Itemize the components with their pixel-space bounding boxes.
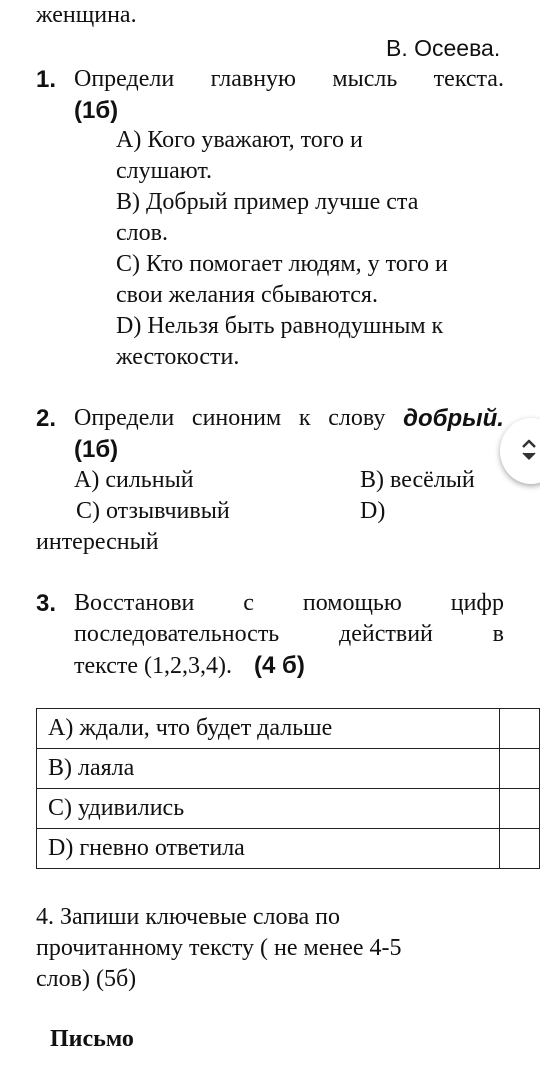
question-1-text: Определи главную мысль текста. xyxy=(74,66,504,92)
table-cell-action: В) лаяла xyxy=(37,749,500,789)
question-1-options xyxy=(116,125,448,373)
option-b: В) Добрый пример лучше ста xyxy=(116,189,419,215)
question-3-number: 3. xyxy=(36,590,57,617)
q2-option-d: D) xyxy=(360,498,386,524)
question-2-keyword: добрый. xyxy=(403,405,504,432)
option-b-cont: слов. xyxy=(116,220,168,246)
option-d-cont: жестокости. xyxy=(116,344,240,370)
question-4 xyxy=(36,902,401,995)
sequence-table xyxy=(36,708,540,869)
option-a-cont: слушают. xyxy=(116,158,213,184)
table-row xyxy=(37,749,540,789)
table-cell-action: D) гневно ответила xyxy=(37,829,500,869)
question-2-points: (1б) xyxy=(74,436,119,463)
question-4-line: слов) (5б) xyxy=(36,966,137,992)
table-cell-answer[interactable] xyxy=(499,829,539,869)
up-down-arrows-icon xyxy=(519,439,539,461)
table-cell-answer[interactable] xyxy=(499,749,539,789)
q2-option-b: В) весёлый xyxy=(360,467,475,493)
section-title: Письмо xyxy=(50,1026,134,1052)
question-3-line2: последовательность действий в xyxy=(74,621,504,647)
question-2-number: 2. xyxy=(36,405,57,432)
question-3-points: (4 б) xyxy=(253,652,305,679)
table-row xyxy=(37,829,540,869)
table-row xyxy=(37,709,540,749)
option-a: А) Кого уважают, того и xyxy=(116,127,363,153)
question-3-line1: Восстанови с помощью цифр xyxy=(74,590,504,616)
question-2-text: Определи синоним к слову добрый. xyxy=(74,405,504,432)
q2-option-c: С) отзывчивый xyxy=(76,498,230,524)
text-fragment-top: женщина. xyxy=(36,2,137,28)
question-3-line3: тексте (1,2,3,4). (4 б) xyxy=(74,652,305,679)
question-1-number: 1. xyxy=(36,66,57,93)
question-1-points: (1б) xyxy=(74,97,119,124)
table-cell-action: С) удивились xyxy=(37,789,500,829)
q2-option-a: А) сильный xyxy=(74,467,194,493)
q2-option-d-cont: интересный xyxy=(36,529,159,555)
table-cell-answer[interactable] xyxy=(499,709,539,749)
question-2 xyxy=(36,403,504,465)
question-4-line: 4. Запиши ключевые слова по xyxy=(36,904,340,930)
author-name: В. Осеева. xyxy=(386,35,501,61)
scroll-handle[interactable] xyxy=(500,418,540,484)
question-1 xyxy=(36,64,504,126)
table-cell-answer[interactable] xyxy=(499,789,539,829)
question-4-line: прочитанному тексту ( не менее 4-5 xyxy=(36,935,402,961)
option-c-cont: свои желания сбываются. xyxy=(116,282,378,308)
question-3 xyxy=(36,588,504,682)
option-d: D) Нельзя быть равнодушным к xyxy=(116,313,444,339)
table-row xyxy=(37,789,540,829)
table-cell-action: А) ждали, что будет дальше xyxy=(37,709,500,749)
option-c: С) Кто помогает людям, у того и xyxy=(116,251,448,277)
